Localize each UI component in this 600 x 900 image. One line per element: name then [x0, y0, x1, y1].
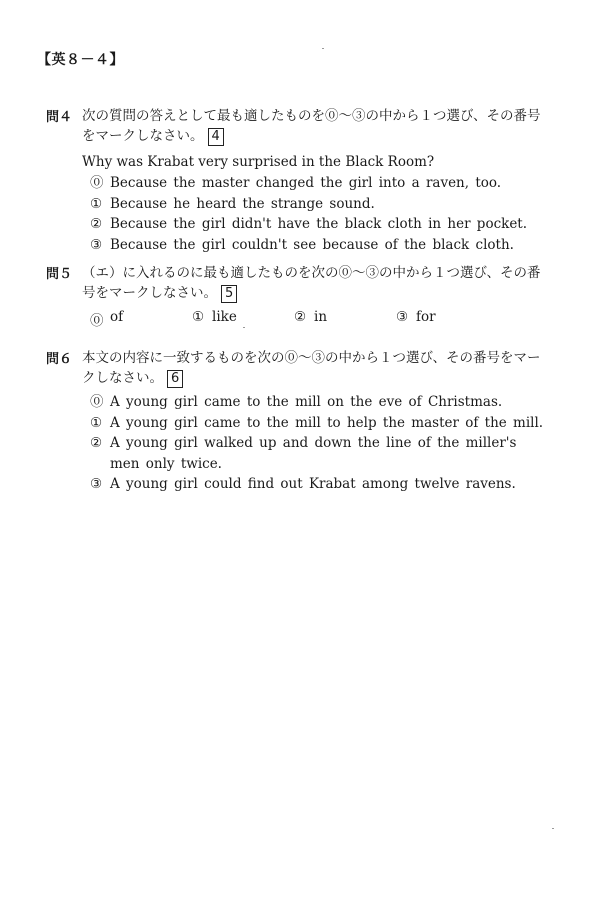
option-3: [90, 235, 546, 256]
option-mark: ①: [90, 195, 103, 212]
scan-speck: [322, 48, 324, 49]
option-1: [90, 194, 546, 215]
scan-speck: [243, 327, 245, 328]
scan-speck: [552, 828, 554, 829]
option-list: [82, 392, 546, 495]
option-2: [294, 309, 396, 329]
option-text: A young girl came to the mill to help the master of the mill.: [110, 414, 544, 431]
prompt-text: 次の質問の答えとして最も適したものを⓪～③の中から１つ選び、その番号をマークしなさい。: [82, 108, 541, 144]
answer-box: 5: [221, 285, 237, 303]
option-list: [82, 309, 546, 329]
page-label: 【英８－４】: [37, 52, 124, 68]
option-mark: ①: [192, 309, 205, 325]
option-mark: ⓪: [90, 175, 104, 191]
answer-box: 6: [167, 370, 183, 388]
option-text: Because the master changed the girl into a raven, too.: [110, 175, 502, 191]
question-6: [46, 348, 546, 495]
option-mark: ②: [294, 309, 307, 325]
option-mark: ③: [90, 236, 103, 253]
option-1: [192, 309, 294, 329]
option-text: of: [110, 309, 124, 325]
option-0: [90, 309, 192, 329]
option-text: A young girl could find out Krabat among twelve ravens.: [110, 476, 516, 492]
question-number: 問４: [46, 110, 73, 125]
prompt-text: （エ）に入れるのに最も適したものを次の⓪～③の中から１つ選び、その番号をマークしなさい。: [82, 265, 541, 301]
question-prompt: [82, 348, 544, 388]
answer-box: 4: [208, 128, 224, 146]
option-2: [90, 433, 546, 474]
option-text: Because the girl couldn't see because of the black cloth.: [110, 236, 514, 253]
option-list: [82, 173, 546, 255]
question-5: [46, 263, 546, 329]
question-number: 問５: [46, 267, 73, 282]
question-prompt: [82, 106, 544, 146]
option-mark: ②: [90, 216, 103, 232]
question-number: 問６: [46, 352, 73, 367]
option-text: for: [416, 309, 436, 325]
option-3: [90, 474, 546, 495]
question-prompt: [82, 263, 544, 303]
prompt-text: 本文の内容に一致するものを次の⓪～③の中から１つ選び、その番号をマークしなさい。: [82, 350, 541, 386]
option-text: like: [212, 309, 237, 325]
option-text: A young girl came to the mill on the eve of Christmas.: [110, 394, 503, 410]
option-mark: ②: [90, 435, 103, 451]
english-question: Why was Krabat very surprised in the Black Room?: [82, 154, 435, 170]
option-0: [90, 173, 546, 194]
option-mark: ⓪: [90, 394, 104, 410]
option-text: in: [314, 309, 328, 325]
option-0: [90, 392, 546, 413]
question-4: [46, 106, 546, 255]
option-mark: ③: [396, 309, 409, 325]
option-3: [396, 309, 498, 329]
option-2: [90, 214, 546, 235]
option-text: Because the girl didn't have the black cloth in her pocket.: [110, 216, 528, 232]
option-mark: ①: [90, 414, 103, 431]
option-mark: ⓪: [90, 313, 104, 329]
option-1: [90, 413, 546, 434]
option-mark: ③: [90, 476, 103, 492]
option-text: A young girl walked up and down the line of the miller's men only twice.: [110, 435, 517, 472]
option-text: Because he heard the strange sound.: [110, 195, 375, 212]
